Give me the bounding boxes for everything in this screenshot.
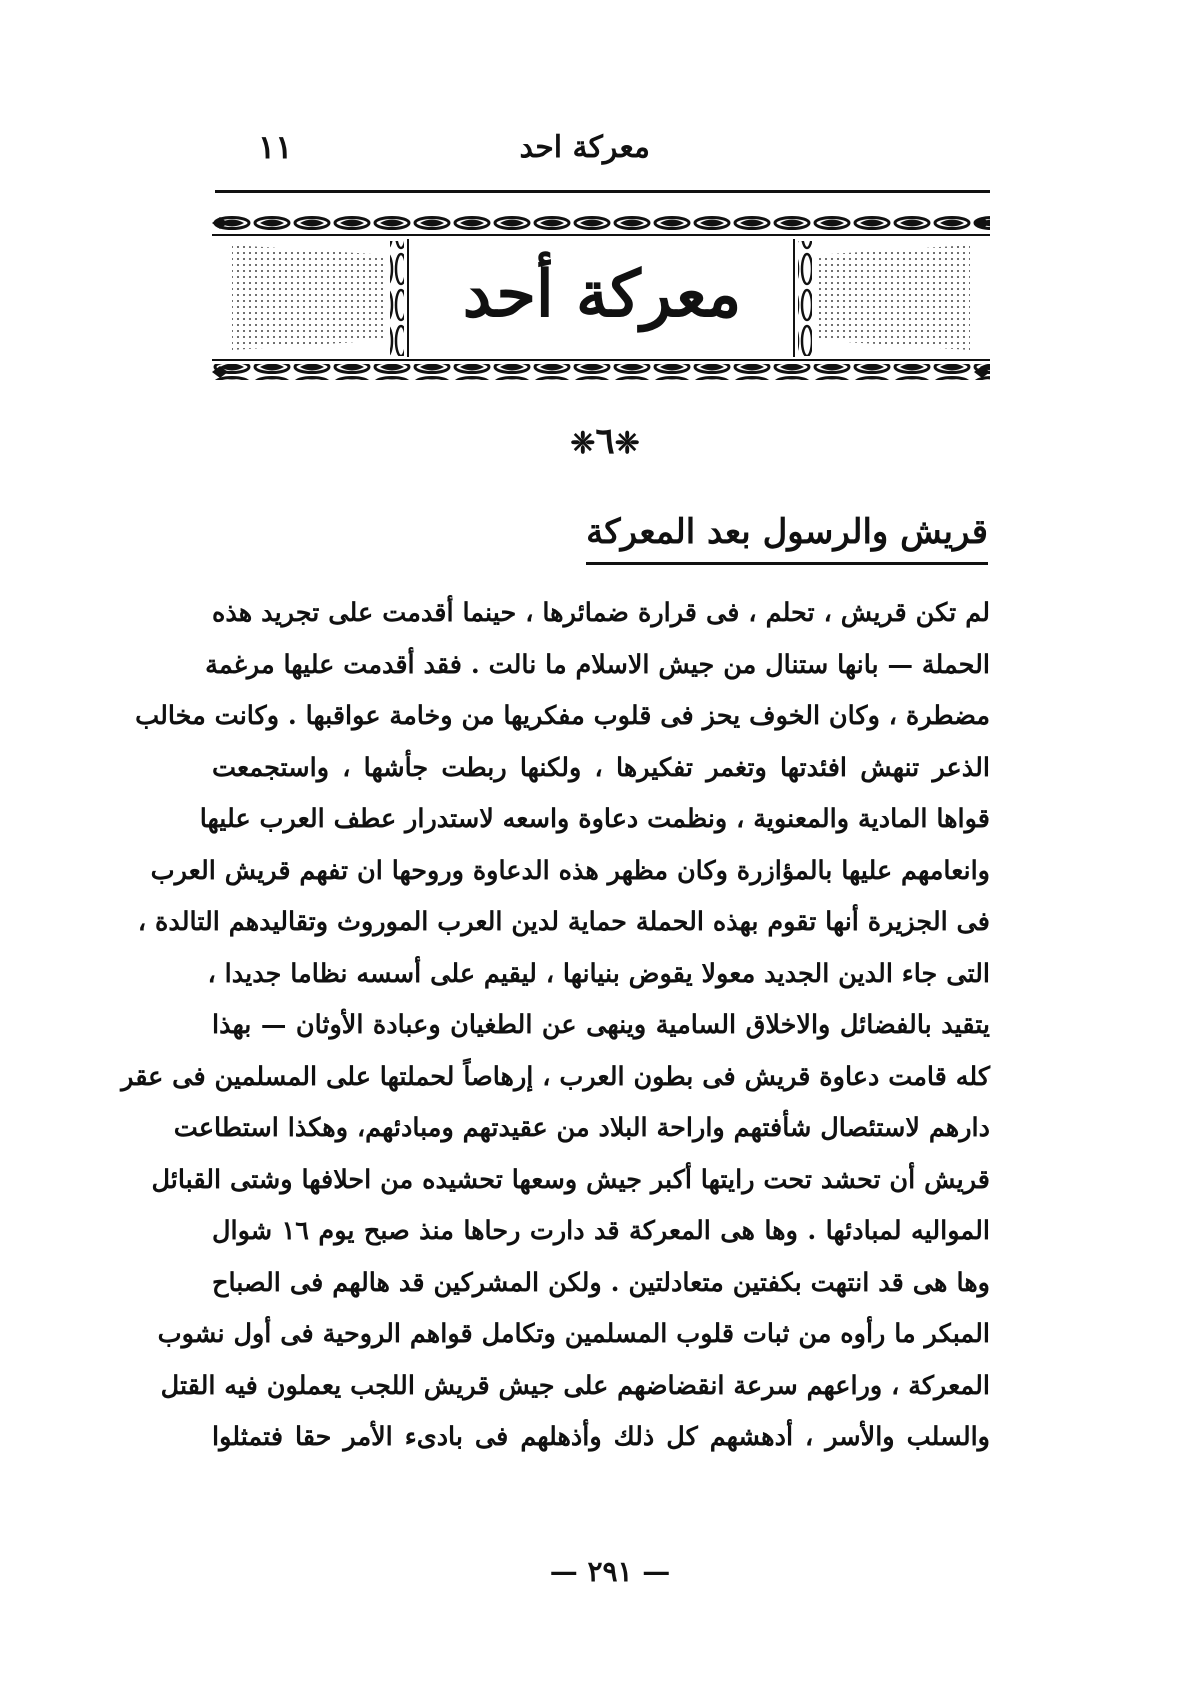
body-line: يتقيد بالفضائل والاخلاق السامية وينهى عن الطغيان وعبادة الأوثان — بهذا	[212, 1010, 990, 1040]
body-line: المعركة ، وراعهم سرعة انقضاضهم على جيش قريش اللجب يعملون فيه القتل	[160, 1370, 990, 1401]
running-header	[200, 120, 990, 180]
body-line: مضطرة ، وكان الخوف يحز فى قلوب مفكريها من وخامة عواقبها . وكانت مخالب	[135, 701, 990, 731]
banner-title: معركة أحد	[462, 257, 742, 332]
body-line: وانعامهم عليها بالمؤازرة وكان مظهر هذه الدعاوة وروحها ان تفهم قريش العرب	[150, 855, 990, 886]
body-line: الحملة — بانها ستنال من جيش الاسلام ما نالت . فقد أقدمت عليها مرغمة	[205, 649, 990, 680]
running-header-title: معركة احد	[519, 130, 650, 165]
chapter-number: ٦	[595, 420, 615, 462]
body-line: فى الجزيرة أنها تقوم بهذه الحملة حماية لدين العرب الموروث وتقاليدهم التالدة ،	[137, 907, 990, 937]
body-text	[121, 588, 991, 1464]
flourish-icon: ❈	[614, 426, 640, 461]
body-line: التى جاء الدين الجديد معولا يقوض بنيانها ، ليقيم على أسسه نظاما جديدا ،	[207, 958, 990, 989]
body-line: وها هى قد انتهت بكفتين متعادلتين . ولكن المشركين قد هالهم فى الصباح	[212, 1267, 990, 1298]
running-header-page-number: ١١	[258, 128, 293, 166]
flourish-icon: ❈	[570, 426, 596, 461]
body-line: الذعر تنهش افئدتها وتغمر تفكيرها ، ولكنها ربطت جأشها ، واستجمعت	[212, 752, 990, 783]
header-rule	[215, 190, 990, 193]
body-line: كله قامت دعاوة قريش فى بطون العرب ، إرهاصاً لحملتها على المسلمين فى عقر	[121, 1061, 990, 1092]
body-line: قواها المادية والمعنوية ، ونظمت دعاوة واسعه لاستدرار عطف العرب عليها	[199, 804, 990, 834]
chapter-number-ornament	[555, 420, 655, 470]
body-line: المواليه لمبادئها . وها هى المعركة قد دارت رحاها منذ صبح يوم ١٦ شوال	[212, 1216, 991, 1246]
title-banner	[212, 215, 990, 380]
section-heading: قريش والرسول بعد المعركة	[586, 512, 988, 565]
page-folio: — ٢٩١ —	[549, 1555, 671, 1588]
body-line: لم تكن قريش ، تحلم ، فى قرارة ضمائرها ، حينما أقدمت على تجريد هذه	[212, 598, 990, 628]
body-line: والسلب والأسر ، أدهشهم كل ذلك وأذهلهم فى بادىء الأمر حقا فتمثلوا	[212, 1422, 990, 1452]
body-line: دارهم لاستئصال شأفتهم واراحة البلاد من عقيدتهم ومبادئهم، وهكذا استطاعت	[173, 1113, 990, 1143]
body-line: قريش أن تحشد تحت رايتها أكبر جيش وسعها تحشيده من احلافها وشتى القبائل	[151, 1164, 990, 1195]
body-line: المبكر ما رأوه من ثبات قلوب المسلمين وتكامل قواهم الروحية فى أول نشوب	[157, 1319, 990, 1349]
